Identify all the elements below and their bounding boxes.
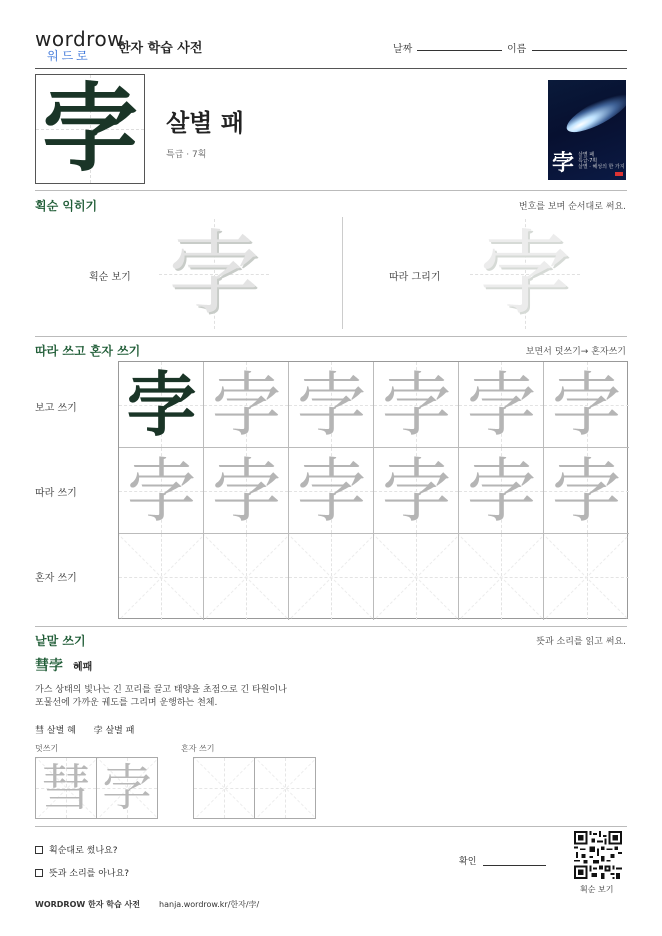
practice-cell[interactable] <box>544 448 629 534</box>
practice-section-hint: 보면서 덧쓰기→ 혼자쓰기 <box>525 347 626 357</box>
footer-url[interactable]: hanja.wordrow.kr/한자/孛/ <box>159 900 260 909</box>
practice-cell-empty[interactable] <box>544 534 629 620</box>
gloss-text: 살별 혜 <box>46 726 76 736</box>
trace-character: 孛 <box>551 450 622 532</box>
practice-cell[interactable] <box>374 448 459 534</box>
practice-cell[interactable] <box>544 362 629 448</box>
trace-label: 덧쓰기 <box>35 744 59 753</box>
practice-cell-empty[interactable] <box>119 534 204 620</box>
main-character-box <box>35 74 145 184</box>
stroke-section-hint: 번호를 보며 순서대로 써요. <box>518 202 626 212</box>
trace-character: 孛 <box>466 450 537 532</box>
trace-character: 孛 <box>296 450 367 532</box>
stroke-trace-box[interactable]: 孛 <box>470 219 580 329</box>
checklist-item[interactable]: 뜻과 소리를 아나요? <box>35 866 129 879</box>
practice-cell[interactable] <box>204 362 289 448</box>
main-character: 孛 <box>42 72 138 185</box>
divider <box>35 626 627 627</box>
word-hanja: 彗孛 <box>35 658 63 674</box>
date-label: 날짜 <box>393 44 413 55</box>
word-description: 가스 상태의 빛나는 긴 꼬리를 끌고 태양을 초점으로 긴 타원이나 포물선에 가까운 궤도를 그리며 운행하는 천체. <box>35 685 287 708</box>
practice-cell[interactable] <box>459 448 544 534</box>
header-divider <box>35 68 627 69</box>
name-field[interactable] <box>532 50 627 51</box>
checkbox[interactable] <box>35 869 43 877</box>
stroke-view-label: 획순 보기 <box>89 272 131 283</box>
solo-label: 혼자 쓰기 <box>181 744 215 753</box>
practice-cell-empty[interactable] <box>374 534 459 620</box>
practice-cell[interactable] <box>119 448 204 534</box>
comet-thumbnail <box>548 80 626 180</box>
row-label-solo: 혼자 쓰기 <box>35 573 77 584</box>
checkbox[interactable] <box>35 846 43 854</box>
logo-wordmark: wordrow <box>35 27 125 51</box>
practice-grid <box>118 361 628 619</box>
word-trace-box[interactable]: 孛 <box>96 757 158 819</box>
char-gloss-line <box>35 723 134 736</box>
gloss-char: 彗 <box>35 726 45 736</box>
trace-character: 孛 <box>381 364 452 446</box>
practice-cell-empty[interactable] <box>289 534 374 620</box>
stroke-divider <box>342 217 343 329</box>
practice-cell[interactable] <box>289 448 374 534</box>
practice-cell[interactable] <box>459 362 544 448</box>
model-character: 孛 <box>126 363 197 446</box>
qr-code-icon[interactable] <box>574 831 622 879</box>
divider <box>35 336 627 337</box>
thumbnail-character: 孛 <box>552 150 575 176</box>
row-label-trace: 따라 쓰기 <box>35 488 77 499</box>
confirm-label: 확인 <box>459 857 477 867</box>
checklist-item[interactable]: 획순대로 썼나요? <box>35 843 118 856</box>
word-trace-box[interactable]: 彗 <box>35 757 97 819</box>
trace-character: 孛 <box>296 364 367 446</box>
gloss-char: 孛 <box>93 726 103 736</box>
date-field[interactable] <box>417 50 502 51</box>
divider <box>35 190 627 191</box>
word-section-title: 낱말 쓰기 <box>35 634 86 648</box>
practice-cell-empty[interactable] <box>459 534 544 620</box>
qr-label: 획순 보기 <box>580 885 614 894</box>
divider <box>35 826 627 827</box>
practice-cell[interactable] <box>289 362 374 448</box>
practice-cell[interactable] <box>374 362 459 448</box>
name-label: 이름 <box>507 44 527 55</box>
word-reading: 혜패 <box>73 662 93 673</box>
trace-character: 孛 <box>211 450 282 532</box>
stroke-section-title: 획순 익히기 <box>35 199 98 213</box>
trace-character: 孛 <box>551 364 622 446</box>
character-meaning: 살별 패 <box>166 109 244 137</box>
practice-cell[interactable] <box>204 448 289 534</box>
trace-character: 孛 <box>126 450 197 532</box>
trace-character: 孛 <box>381 450 452 532</box>
practice-cell-empty[interactable] <box>204 534 289 620</box>
word-solo-box[interactable] <box>193 757 255 819</box>
character-meta: 특급 · 7획 <box>166 150 207 160</box>
row-label-view: 보고 쓰기 <box>35 403 77 414</box>
word-solo-box[interactable] <box>254 757 316 819</box>
stroke-order-view: 孛 <box>159 219 269 329</box>
logo-korean: 워드로 <box>47 49 91 63</box>
trace-character: 孛 <box>211 364 282 446</box>
confirm-field[interactable] <box>483 865 546 866</box>
practice-section-title: 따라 쓰고 혼자 쓰기 <box>35 344 141 358</box>
trace-character: 孛 <box>466 364 537 446</box>
practice-cell[interactable] <box>119 362 204 448</box>
footer-brand: WORDROW 한자 학습 사전 hanja.wordrow.kr/한자/孛/ <box>35 900 260 909</box>
word-section-hint: 뜻과 소리를 읽고 써요. <box>536 637 626 647</box>
thumbnail-badge <box>615 172 623 176</box>
gloss-text: 살별 패 <box>105 726 135 736</box>
stroke-trace-label: 따라 그리기 <box>389 272 441 283</box>
comet-image <box>562 87 626 139</box>
thumbnail-text: 살별 패 특급·7획 살별 · 혜성의 한 가지 <box>578 152 625 170</box>
brand-title: 한자 학습 사전 <box>118 41 203 56</box>
